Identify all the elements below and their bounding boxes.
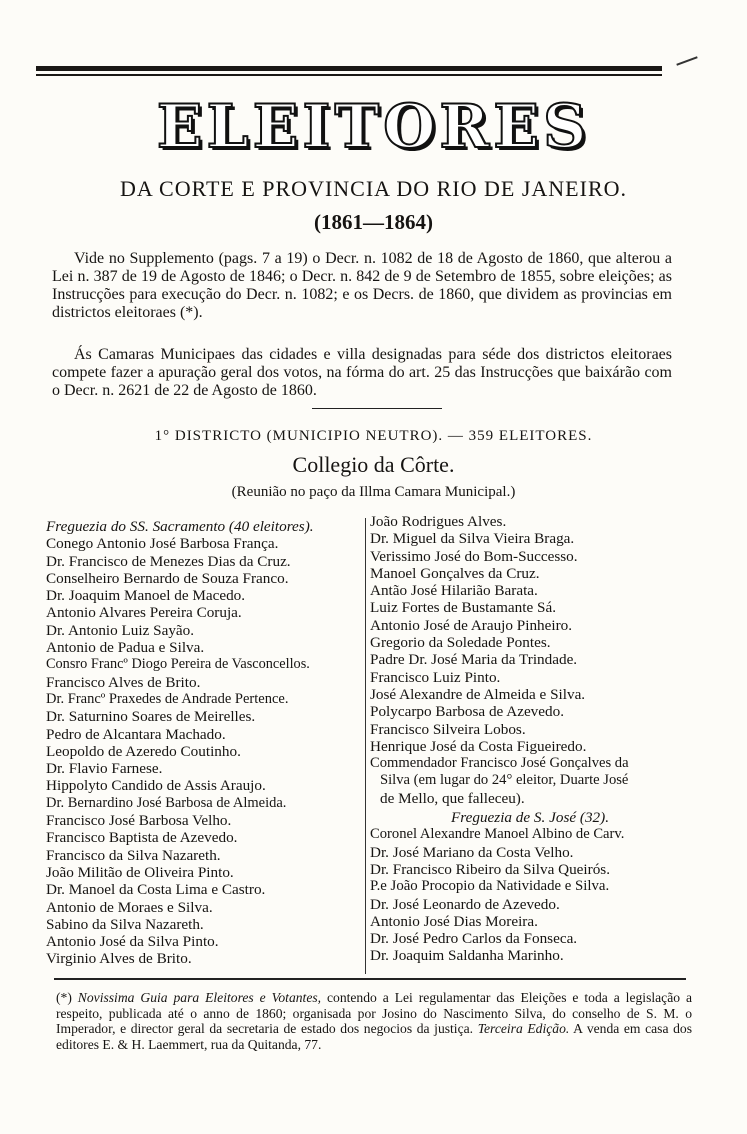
footnote-rule [54, 978, 686, 980]
footnote-text-1: contendo a Lei regulamentar das Eleições e toda a legislação a respeito, publicada até o anno de 1860; organisada por Josino do Nascimento Silva, do conselho de S. M. o Imperador, e director geral da secretaria de estado dos negocios da justiça. [56, 990, 692, 1036]
elector-item: José Alexandre de Almeida e Silva. [370, 685, 586, 703]
footnote-book-title: Novissima Guia para Eleitores e Votantes, [77, 990, 322, 1005]
elector-item: Dr. José Pedro Carlos da Fonseca. [370, 930, 578, 948]
elector-item: Conego Antonio José Barbosa França. [46, 535, 279, 553]
elector-item: Dr. José Mariano da Costa Velho. [370, 843, 574, 861]
meeting-place: (Reunião no paço da Illma Camara Municipal.) [231, 484, 516, 500]
elector-item: Dr. Joaquim Saldanha Marinho. [370, 947, 564, 965]
elector-item: Polycarpo Barbosa de Azevedo. [370, 703, 565, 721]
elector-item: P.e João Procopio da Natividade e Silva. [370, 878, 610, 895]
elector-item-commendador-1: Commendador Francisco José Gonçalves da [370, 755, 629, 772]
elector-item: Dr. Francisco de Menezes Dias da Cruz. [46, 552, 291, 570]
elector-item: Dr. Saturnino Soares de Meirelles. [46, 708, 256, 726]
elector-item: Verissimo José do Bom-Successo. [370, 547, 578, 565]
elector-item: Luiz Fortes de Bustamante Sá. [370, 599, 557, 617]
elector-item: Hippolyto Candido de Assis Araujo. [46, 777, 266, 795]
footnote [56, 990, 692, 1052]
elector-item: Antonio de Moraes e Silva. [46, 898, 213, 916]
elector-item: Francisco Luiz Pinto. [370, 668, 501, 686]
top-rule-thin [36, 74, 662, 76]
section-divider [312, 408, 442, 409]
elector-item: Manoel Gonçalves da Cruz. [370, 564, 540, 582]
elector-item: João Rodrigues Alves. [370, 513, 507, 530]
elector-item: Sabino da Silva Nazareth. [46, 915, 204, 933]
elector-item: Dr. Manoel da Costa Lima e Castro. [46, 881, 266, 899]
elector-item: Dr. Antonio Luiz Sayão. [46, 621, 195, 639]
elector-item: Francisco da Silva Nazareth. [46, 846, 221, 864]
elector-item: Dr. Francº Praxedes de Andrade Pertence. [46, 690, 289, 707]
college-heading: Collegio da Côrte. [292, 452, 455, 477]
elector-item: Dr. José Leonardo de Azevedo. [370, 895, 560, 913]
elector-item: Pedro de Alcantara Machado. [46, 725, 226, 743]
elector-item: Antonio José Dias Moreira. [370, 912, 538, 930]
elector-item: Dr. Joaquim Manoel de Macedo. [46, 587, 246, 605]
elector-item: Padre Dr. José Maria da Trindade. [370, 651, 578, 669]
elector-item: Francisco Silveira Lobos. [370, 720, 526, 738]
page-subtitle: DA CORTE E PROVINCIA DO RIO DE JANEIRO. [119, 176, 627, 201]
district-heading: 1° DISTRICTO (MUNICIPIO NEUTRO). — 359 ELEITORES. [154, 428, 593, 444]
left-column [46, 518, 364, 968]
parish-heading: Freguezia do SS. Sacramento (40 eleitores). [46, 518, 314, 535]
elector-item: Antonio Alvares Pereira Coruja. [46, 604, 242, 622]
right-column [370, 513, 690, 965]
footnote-edition: Terceira Edição. [477, 1021, 570, 1036]
elector-item: Dr. Francisco Ribeiro da Silva Queirós. [370, 860, 611, 878]
elector-item: Consro Francº Diogo Pereira de Vasconcellos. [46, 656, 310, 673]
years-range: (1861—1864) [314, 210, 433, 234]
elector-item: Coronel Alexandre Manoel Albino de Carv. [370, 826, 625, 843]
elector-item: Francisco José Barbosa Velho. [46, 812, 232, 830]
page-title: ELEITORES [156, 92, 591, 162]
elector-item-commendador-3: de Mello, que falleceu). [380, 789, 525, 807]
footnote-marker: (*) [56, 990, 72, 1005]
elector-item: Dr. Flavio Farnese. [46, 760, 163, 778]
footnote-text-2: A venda em casa dos editores E. & H. Laemmert, rua da Quitanda, 77. [56, 1021, 692, 1052]
elector-item: Conselheiro Bernardo de Souza Franco. [46, 569, 289, 587]
elector-item: Dr. Miguel da Silva Vieira Braga. [370, 530, 575, 548]
column-divider [365, 518, 366, 974]
elector-item: Francisco Baptista de Azevedo. [46, 829, 238, 847]
elector-item: Leopoldo de Azeredo Coutinho. [46, 742, 241, 760]
elector-item: Henrique José da Costa Figueiredo. [370, 737, 587, 755]
elector-item-commendador-2: Silva (em lugar do 24° eleitor, Duarte José [380, 772, 629, 789]
elector-item: Antonio de Padua e Silva. [46, 639, 205, 657]
elector-item: Dr. Bernardino José Barbosa de Almeida. [46, 794, 287, 811]
elector-item: Gregorio da Soledade Pontes. [370, 634, 551, 652]
intro-paragraph-2: Ás Camaras Municipaes das cidades e villa designadas para séde dos districtos eleitoraes compete fazer a apuração geral dos votos, na fórma do art. 25 das Instrucções que baixárão com o Decr. n. 2621 de 22 de Agosto de 1860. [52, 346, 672, 399]
intro-paragraph-1: Vide no Supplemento (pags. 7 a 19) o Decr. n. 1082 de 18 de Agosto de 1860, que alterou a Lei n. 387 de 19 de Agosto de 1846; o Decr. n. 842 de 9 de Setembro de 1855, sobre eleições; as Instrucções para execução do Decr. n. 1082; e os Decrs. de 1860, que dividem as provincias em districtos eleitoraes (*). [52, 250, 672, 321]
elector-item: Antão José Hilarião Barata. [370, 582, 538, 600]
parish-heading-sao-jose: Freguezia de S. José (32). [450, 809, 609, 827]
elector-item: Francisco Alves de Brito. [46, 673, 201, 691]
elector-item: João Militão de Oliveira Pinto. [46, 863, 234, 881]
top-rule-thick [36, 66, 662, 71]
elector-item: Antonio José de Araujo Pinheiro. [370, 616, 573, 634]
elector-item: Virginio Alves de Brito. [46, 950, 192, 968]
elector-item: Antonio José da Silva Pinto. [46, 933, 219, 951]
corner-mark [676, 56, 697, 65]
